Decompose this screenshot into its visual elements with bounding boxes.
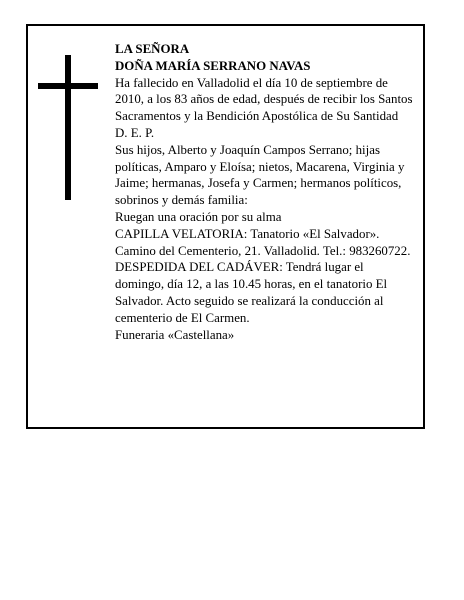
death-info: Ha fallecido en Valladolid el día 10 de septiembre de 2010, a los 83 años de edad, después de recibir los Santos Sacramentos y la Bendición Apostólica de Su Santidad	[115, 75, 413, 124]
notice-body	[115, 41, 415, 343]
obituary-notice	[26, 24, 425, 429]
prayer-request: Ruegan una oración por su alma	[115, 209, 282, 224]
rip-line: D. E. P.	[115, 125, 155, 140]
funeral-home: Funeraria «Castellana»	[115, 327, 235, 342]
chapel-info: CAPILLA VELATORIA: Tanatorio «El Salvador». Camino del Cementerio, 21. Valladolid. Tel.: 983260722.	[115, 226, 411, 258]
deceased-name: DOÑA MARÍA SERRANO NAVAS	[115, 58, 311, 73]
farewell-info: DESPEDIDA DEL CADÁVER: Tendrá lugar el domingo, día 12, a las 10.45 horas, en el tanatorio El Salvador. Acto seguido se realizará la conducción al cementerio de El Carmen.	[115, 260, 388, 325]
cross-horizontal-bar	[38, 83, 98, 89]
family-list: Sus hijos, Alberto y Joaquín Campos Serrano; hijas políticas, Amparo y Eloísa; nietos, Macarena, Virginia y Jaime; hermanas, Josefa y Carmen; hermanos políticos, sobrinos y demás familia:	[115, 142, 405, 208]
honorific: LA SEÑORA	[115, 42, 190, 56]
latin-cross-icon	[38, 55, 98, 200]
cross-vertical-bar	[65, 55, 71, 200]
